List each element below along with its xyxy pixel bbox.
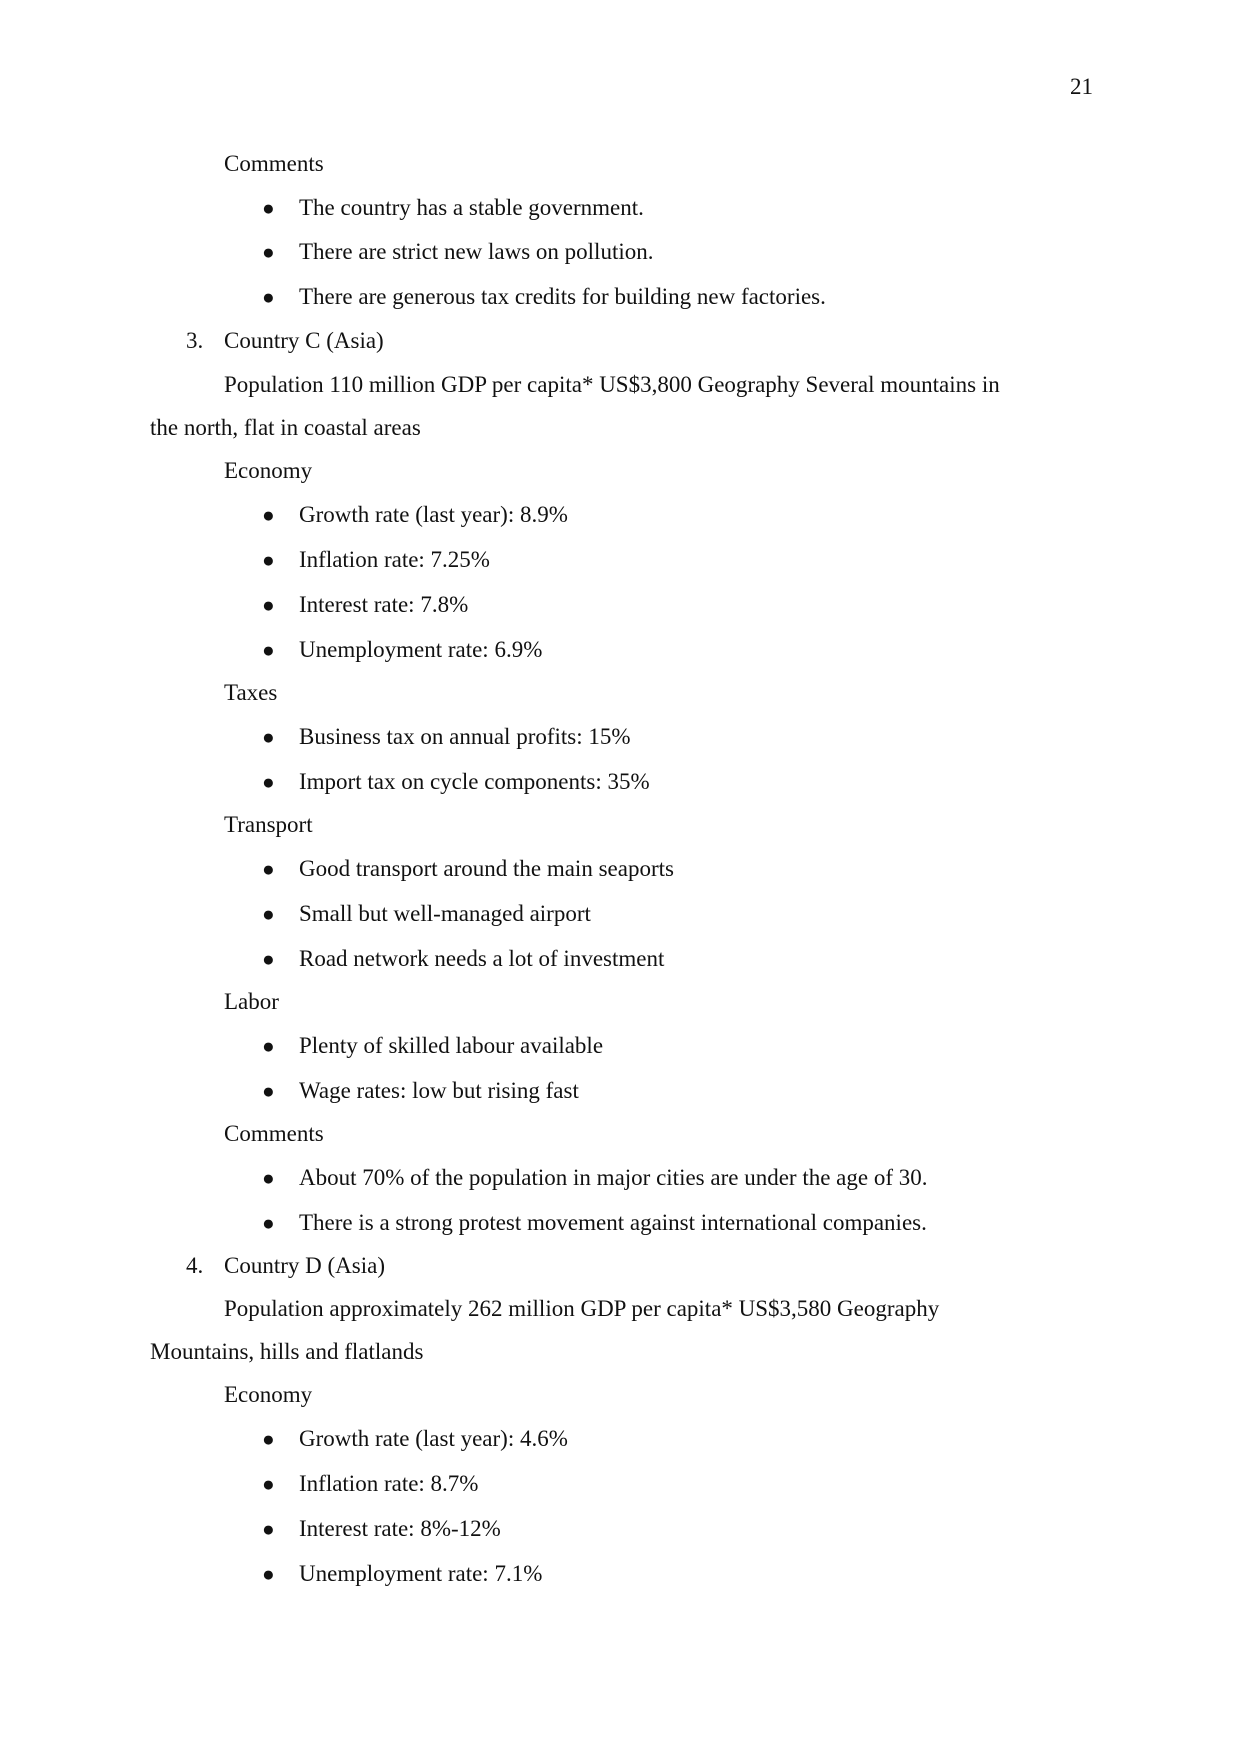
list-item: The country has a stable government. <box>299 195 644 220</box>
section-heading-comments: Comments <box>224 1121 324 1146</box>
bullet-icon: ● <box>262 1472 275 1496</box>
bullet-icon: ● <box>262 240 275 264</box>
bullet-icon: ● <box>262 1562 275 1586</box>
list-item: Growth rate (last year): 4.6% <box>299 1426 568 1451</box>
country-summary: Population approximately 262 million GDP per capita* US$3,580 Geography <box>224 1296 940 1321</box>
list-number: 4. <box>186 1253 204 1278</box>
list-item: There are strict new laws on pollution. <box>299 239 654 264</box>
bullet-icon: ● <box>262 1166 275 1190</box>
bullet-icon: ● <box>262 593 275 617</box>
list-item: Business tax on annual profits: 15% <box>299 724 631 749</box>
list-item: Interest rate: 7.8% <box>299 592 469 617</box>
section-heading-economy: Economy <box>224 458 313 483</box>
bullet-icon: ● <box>262 196 275 220</box>
section-heading-economy: Economy <box>224 1382 313 1407</box>
list-item: Inflation rate: 8.7% <box>299 1471 479 1496</box>
country-title: Country D (Asia) <box>224 1253 385 1278</box>
bullet-icon: ● <box>262 285 275 309</box>
section-heading-labor: Labor <box>224 989 279 1014</box>
bullet-icon: ● <box>262 857 275 881</box>
section-heading-comments: Comments <box>224 151 324 176</box>
list-item: About 70% of the population in major cities are under the age of 30. <box>299 1165 928 1190</box>
list-item: Good transport around the main seaports <box>299 856 674 881</box>
bullet-icon: ● <box>262 548 275 572</box>
bullet-icon: ● <box>262 902 275 926</box>
list-item: Small but well-managed airport <box>299 901 591 926</box>
list-item: Wage rates: low but rising fast <box>299 1078 579 1103</box>
list-item: Unemployment rate: 7.1% <box>299 1561 543 1586</box>
country-summary-continued: Mountains, hills and flatlands <box>150 1339 424 1364</box>
section-heading-transport: Transport <box>224 812 313 837</box>
country-summary-continued: the north, flat in coastal areas <box>150 415 421 440</box>
list-item: Unemployment rate: 6.9% <box>299 637 543 662</box>
list-number: 3. <box>186 328 204 353</box>
bullet-icon: ● <box>262 1211 275 1235</box>
page-number: 21 <box>1070 74 1093 99</box>
list-item: There are generous tax credits for building new factories. <box>299 284 826 309</box>
list-item: Import tax on cycle components: 35% <box>299 769 650 794</box>
list-item: Road network needs a lot of investment <box>299 946 665 971</box>
list-item: Plenty of skilled labour available <box>299 1033 604 1058</box>
bullet-icon: ● <box>262 1517 275 1541</box>
bullet-icon: ● <box>262 947 275 971</box>
bullet-icon: ● <box>262 725 275 749</box>
bullet-icon: ● <box>262 1427 275 1451</box>
country-title: Country C (Asia) <box>224 328 384 353</box>
list-item: Inflation rate: 7.25% <box>299 547 490 572</box>
list-item: There is a strong protest movement against international companies. <box>299 1210 927 1235</box>
bullet-icon: ● <box>262 1079 275 1103</box>
bullet-icon: ● <box>262 770 275 794</box>
list-item: Interest rate: 8%-12% <box>299 1516 501 1541</box>
country-summary: Population 110 million GDP per capita* US$3,800 Geography Several mountains in <box>224 372 1000 397</box>
bullet-icon: ● <box>262 638 275 662</box>
bullet-icon: ● <box>262 1034 275 1058</box>
bullet-icon: ● <box>262 503 275 527</box>
list-item: Growth rate (last year): 8.9% <box>299 502 568 527</box>
section-heading-taxes: Taxes <box>224 680 278 705</box>
